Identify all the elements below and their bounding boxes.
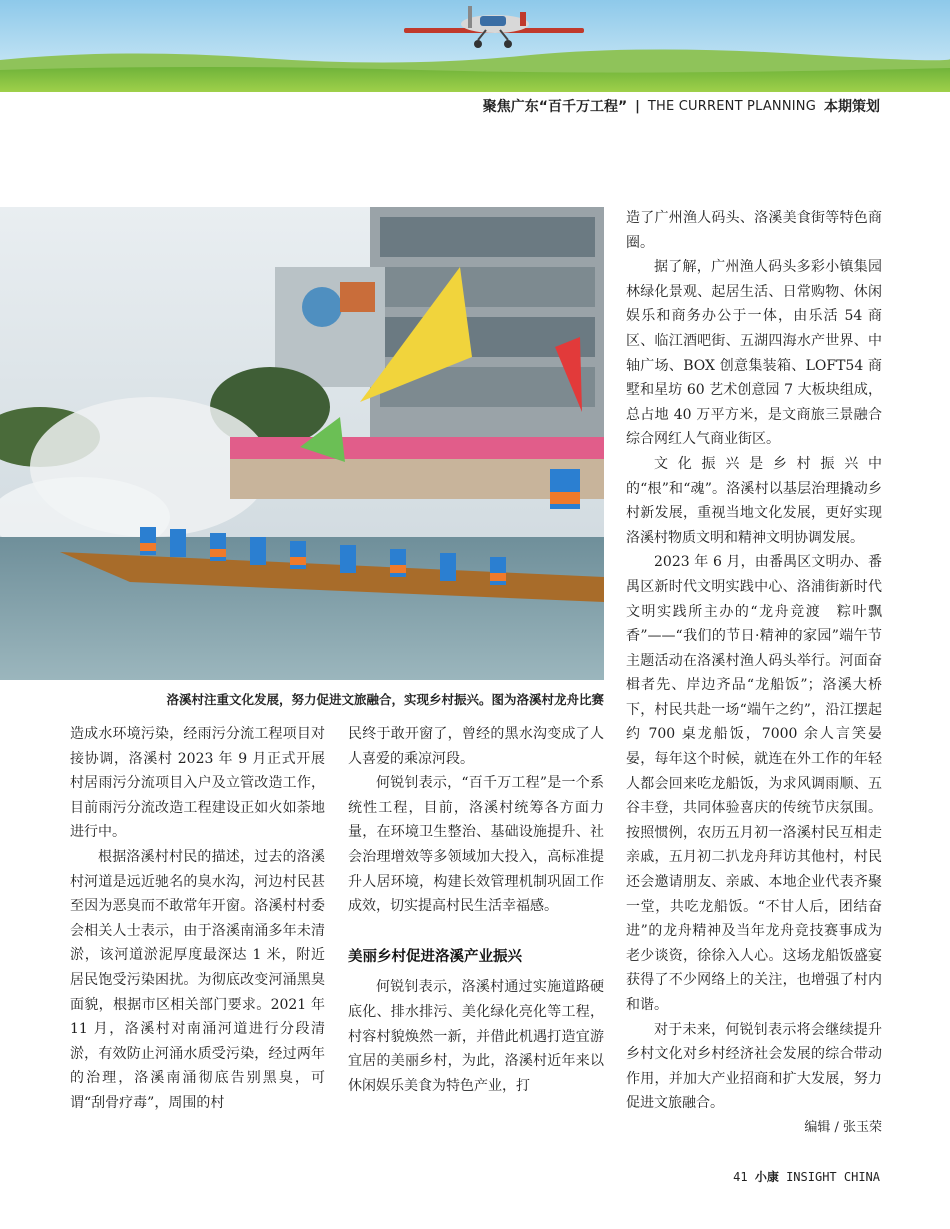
paragraph: 文化振兴是乡村振兴中的“根”和“魂”。洛溪村以基层治理撬动乡村新发展，重视当地文化发展，更好实现洛溪村物质文明和精神文明协调发展。 bbox=[626, 455, 882, 546]
dragon-boat-image bbox=[0, 207, 604, 680]
paragraph: 何锐钊表示，洛溪村通过实施道路硬底化、排水排污、美化绿化亮化等工程，村容村貌焕然一新，并借此机遇打造宜游宜居的美丽乡村，为此，洛溪村近年来以休闲娱乐美食为特色产业，打 bbox=[348, 979, 604, 1094]
editor-credit: 编辑 / 张玉荣 bbox=[804, 1119, 882, 1135]
page-number: 41 bbox=[733, 1170, 748, 1184]
article-column-3 bbox=[626, 206, 882, 1141]
section-title-en: THE CURRENT PLANNING bbox=[647, 98, 816, 114]
section-header bbox=[483, 95, 880, 117]
section-tag: 本期策划 bbox=[824, 99, 880, 115]
paragraph: 造了广州渔人码头、洛溪美食街等特色商圈。 bbox=[626, 210, 882, 251]
photo-caption: 洛溪村注重文化发展，努力促进文旅融合，实现乡村振兴。图为洛溪村龙舟比赛 bbox=[166, 692, 604, 707]
sky-field-illustration bbox=[0, 0, 950, 92]
paragraph: 对于未来，何锐钊表示将会继续提升乡村文化对乡村经济社会发展的综合带动作用，并加大产业招商和扩大发展，努力促进文旅融合。 bbox=[626, 1021, 882, 1112]
magazine-name-cn: 小康 bbox=[754, 1170, 779, 1184]
article-column-1 bbox=[70, 722, 325, 1116]
section-title-cn: 聚焦广东“百千万工程” bbox=[482, 99, 628, 115]
paragraph: 根据洛溪村村民的描述，过去的洛溪村河道是远近驰名的臭水沟，河边村民甚至因为恶臭而不敢常年开窗。洛溪村村委会相关人士表示，由于洛溪南涌多年未清淤，该河道淤泥厚度最深达 1 米，附近居民饱受污染困扰。为彻底改变河涌黑臭面貌，根据市区相关部门要求。2021 年 11 月，洛溪村对南涌河道进行分段清淤，有效防止河涌水质受污染，经过两年的治理，洛溪南涌彻底告别黑臭，可谓“刮骨疗毒”，周围的村 bbox=[70, 848, 325, 1111]
top-banner bbox=[0, 0, 950, 92]
paragraph: 民终于敢开窗了，曾经的黑水沟变成了人人喜爱的乘凉河段。 bbox=[348, 726, 604, 767]
paragraph: 据了解，广州渔人码头多彩小镇集园林绿化景观、起居生活、日常购物、休闲娱乐和商务办公于一体，由乐活 54 商区、临江酒吧街、五湖四海水产世界、中轴广场、BOX 创意集装箱、LOFT54 商墅和星坊 60 艺术创意园 7 大板块组成，总占地 40 万平方米，是文商旅三景融合综合网红人气商业街区。 bbox=[626, 259, 882, 448]
dragon-boat-photo bbox=[0, 207, 604, 680]
paragraph: 造成水环境污染，经雨污分流工程项目对接协调，洛溪村 2023 年 9 月正式开展村居雨污分流项目入户及立管改造工作，目前雨污分流改造工程建设正如火如荼地进行中。 bbox=[70, 726, 325, 841]
article-column-2 bbox=[348, 722, 604, 1098]
magazine-name-en: INSIGHT CHINA bbox=[786, 1170, 880, 1184]
paragraph: 2023 年 6 月，由番禺区文明办、番禺区新时代文明实践中心、洛浦街新时代文明实践所主办的“龙舟竞渡 粽叶飘香”——“我们的节日·精神的家园”端午节主题活动在洛溪村渔人码头举行。河面奋楫者先、岸边齐品“龙船饭”；洛溪大桥下，村民共赴一场“端午之约”，沿江摆起约 700 桌龙船饭，7000 余人言笑晏晏，每年这个时候，就连在外工作的年轻人都会回来吃龙船饭，为求风调雨顺、五谷丰登，共同体验喜庆的传统节庆氛围。按照惯例，农历五月初一洛溪村民互相走亲戚，五月初二扒龙舟拜访其他村，村民还会邀请朋友、亲戚、本地企业代表齐聚一堂，共吃龙船饭。“不甘人后，团结奋进”的龙舟精神及当年龙舟竞技赛事成为老少谈资，徐徐入人心。这场龙船饭盛宴获得了不少网络上的关注，也增强了村内和谐。 bbox=[626, 554, 882, 1013]
page-footer bbox=[733, 1168, 880, 1185]
paragraph: 何锐钊表示，“百千万工程”是一个系统性工程，目前，洛溪村统筹各方面力量，在环境卫生整治、基础设施提升、社会治理增效等多领域加大投入，高标准提升人居环境，构建长效管理机制巩固工作成效，切实提高村民生活幸福感。 bbox=[348, 775, 604, 915]
section-subheading: 美丽乡村促进洛溪产业振兴 bbox=[348, 948, 522, 965]
header-separator: | bbox=[635, 98, 640, 114]
